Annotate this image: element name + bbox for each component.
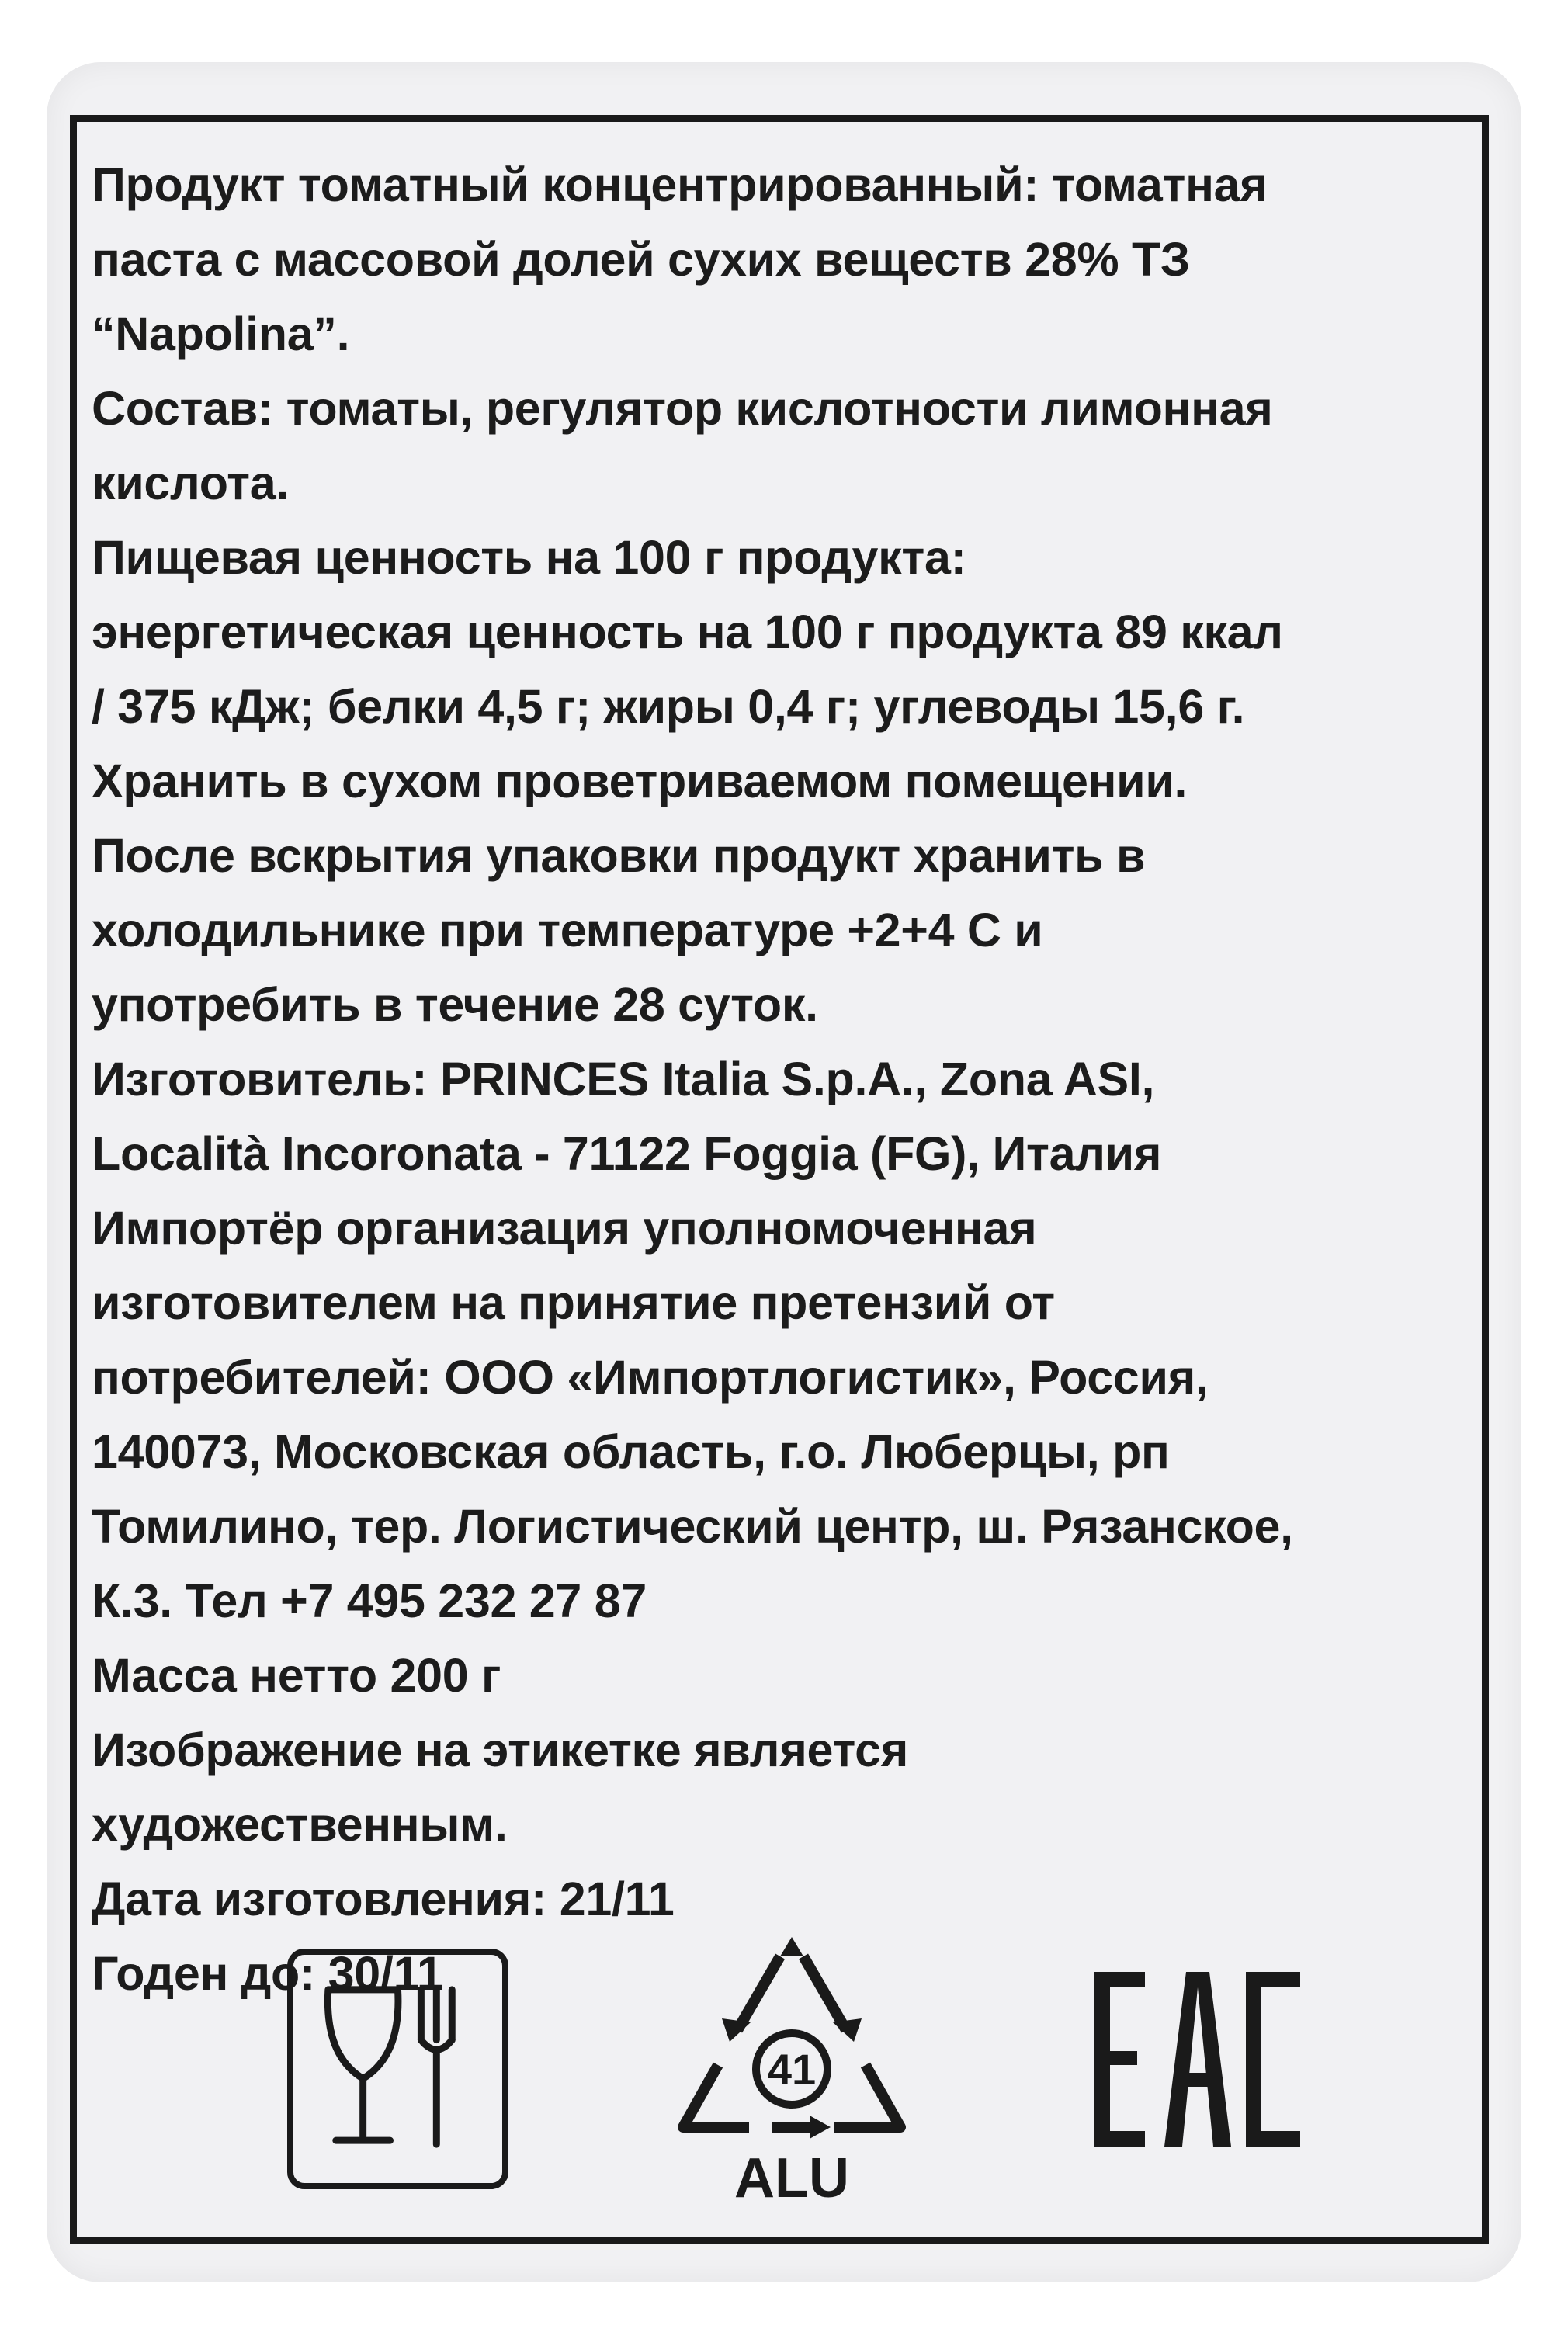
label-text-block	[92, 148, 1458, 2011]
recycle-code: 41	[767, 2045, 817, 2094]
label-line: Дата изготовления: 21/11	[92, 1873, 675, 1925]
recycling-icon	[664, 1925, 920, 2220]
label-line: Продукт томатный концентрированный: томатная	[92, 158, 1268, 211]
label-line: Томилино, тер. Логистический центр, ш. Рязанское,	[92, 1500, 1293, 1553]
recycling-graphic	[664, 1925, 920, 2220]
label-line: Località Incoronata - 71122 Foggia (FG), Италия	[92, 1127, 1162, 1180]
label-line: холодильнике при температуре +2+4 С и	[92, 904, 1043, 956]
label-line: Хранить в сухом проветриваемом помещении.	[92, 755, 1188, 807]
label-line: Масса нетто 200 г	[92, 1649, 501, 1702]
label-line: Изображение на этикетке является	[92, 1723, 909, 1776]
label-line: / 375 кДж; белки 4,5 г; жиры 0,4 г; углеводы 15,6 г.	[92, 680, 1245, 733]
label-line: изготовителем на принятие претензий от	[92, 1276, 1055, 1329]
label-line: кислота.	[92, 456, 289, 509]
symbols-row	[0, 1925, 1568, 2251]
label-line: Импортёр организация уполномоченная	[92, 1202, 1037, 1255]
label-line: После вскрытия упаковки продукт хранить в	[92, 829, 1146, 882]
label-line: энергетическая ценность на 100 г продукта 89 ккал	[92, 606, 1283, 658]
label-line: паста с массовой долей сухих веществ 28% ТЗ	[92, 233, 1190, 286]
label-line: употребить в течение 28 суток.	[92, 978, 818, 1031]
label-line: Годен до: 30/11	[92, 1947, 443, 2000]
label-line: Изготовитель: PRINCES Italia S.p.A., Zona ASI,	[92, 1053, 1155, 1105]
label-line: Пищевая ценность на 100 г продукта:	[92, 531, 966, 584]
label-line: К.3. Тел +7 495 232 27 87	[92, 1574, 647, 1627]
label-line: Состав: томаты, регулятор кислотности лимонная	[92, 382, 1273, 435]
glass-fork-icon	[287, 1949, 508, 2189]
recycle-material: ALU	[734, 2147, 849, 2209]
eac-mark-icon	[1087, 1956, 1312, 2158]
glass-fork-graphic	[293, 1955, 502, 2183]
label-line: художественным.	[92, 1798, 508, 1851]
eac-mark-graphic	[1087, 1956, 1312, 2158]
label-line: “Napolina”.	[92, 307, 350, 360]
label-line: потребителей: ООО «Импортлогистик», Россия,	[92, 1351, 1209, 1404]
label-line: 140073, Московская область, г.о. Люберцы, рп	[92, 1425, 1170, 1478]
